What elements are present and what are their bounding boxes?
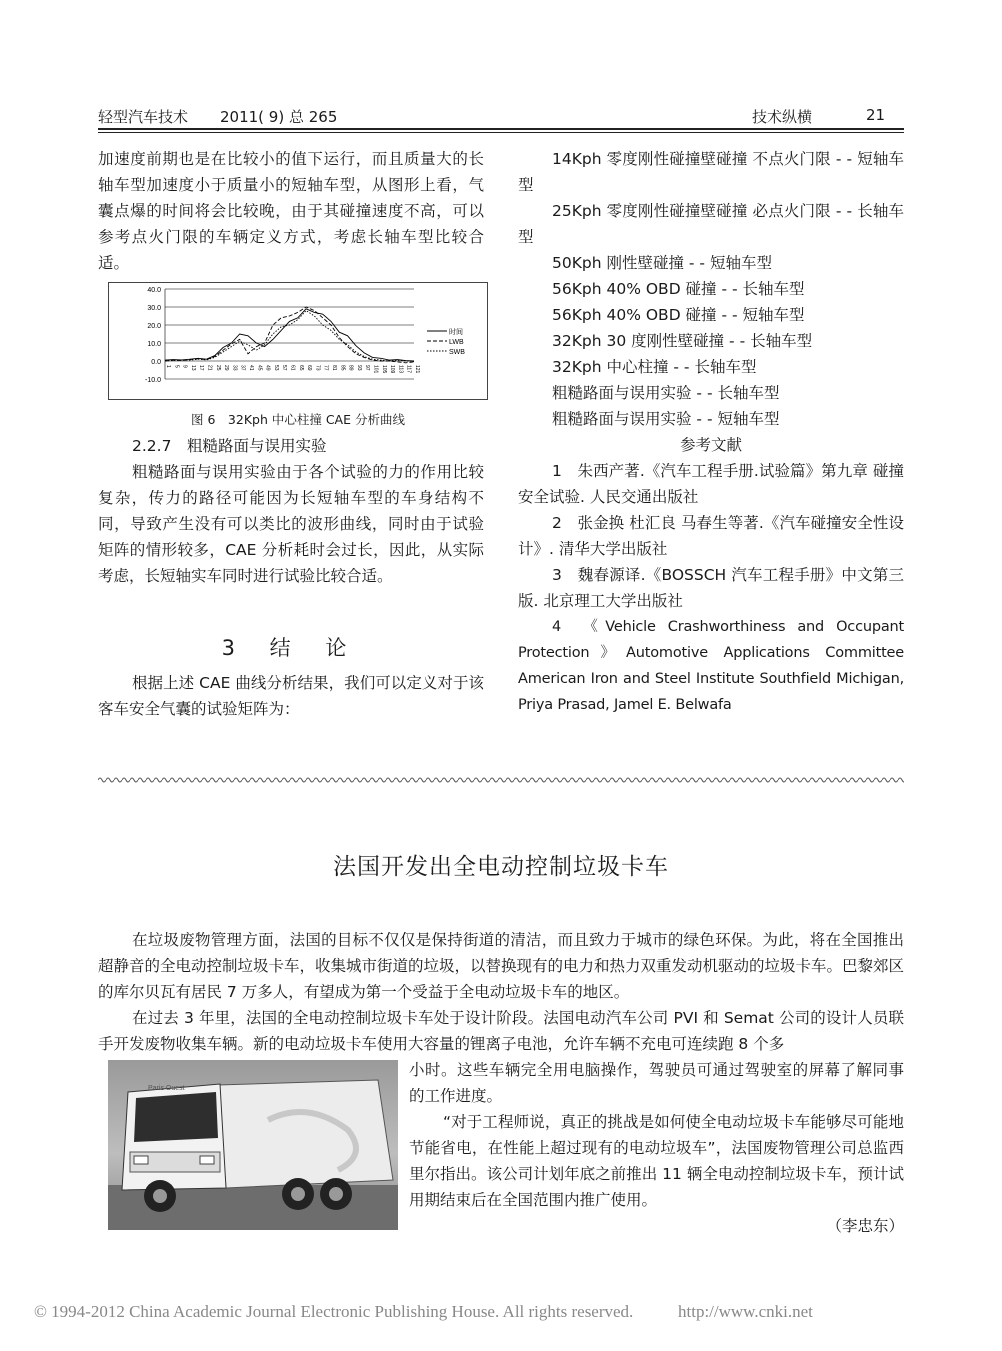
figure-6-chart xyxy=(108,282,488,400)
matrix-item: 32Kph 中心柱撞 - - 长轴车型 xyxy=(552,358,757,376)
y-tick-label: 0.0 xyxy=(151,359,161,366)
x-tick-label: 25 xyxy=(214,365,221,371)
y-tick-label: 10.0 xyxy=(147,341,161,348)
x-tick-label: 113 xyxy=(397,365,404,373)
garbage-truck-image xyxy=(108,1060,398,1230)
left-para-1: 加速度前期也是在比较小的值下运行，而且质量大的长轴车型加速度小于质量小的短轴车型，从图形上看，气囊点爆的时间将会比较晚，由于其碰撞速度不高，可以参考点火门限的车辆定义方式，考虑长轴车型比较合适。 xyxy=(98,150,484,272)
x-tick-label: 93 xyxy=(355,365,362,371)
article-author: （李忠东） xyxy=(826,1217,904,1235)
matrix-item: 50Kph 刚性壁碰撞 - - 短轴车型 xyxy=(552,254,772,272)
section-title: 3 结 论 xyxy=(221,636,361,660)
footer-url[interactable]: http://www.cnki.net xyxy=(678,1302,813,1321)
y-tick-label: 40.0 xyxy=(147,287,161,294)
x-tick-label: 1 xyxy=(165,365,171,368)
x-tick-label: 45 xyxy=(256,365,263,371)
x-tick-label: 17 xyxy=(198,365,205,371)
series-line-时间 xyxy=(165,309,414,361)
matrix-item: 56Kph 40% OBD 碰撞 - - 短轴车型 xyxy=(552,306,805,324)
subsection-heading: 2.2.7 粗糙路面与误用实验 xyxy=(132,437,327,455)
article-title: 法国开发出全电动控制垃圾卡车 xyxy=(333,854,669,880)
matrix-item: 56Kph 40% OBD 碰撞 - - 长轴车型 xyxy=(552,280,805,298)
x-tick-label: 77 xyxy=(322,365,329,371)
legend-label: SWB xyxy=(449,349,465,356)
reference-item: 2 张金换 杜汇良 马春生等著.《汽车碰撞安全性设计》. 清华大学出版社 xyxy=(518,514,904,558)
legend-label: LWB xyxy=(449,339,464,346)
x-tick-label: 37 xyxy=(239,365,246,371)
truck-photo xyxy=(108,1060,398,1230)
x-tick-label: 89 xyxy=(347,365,354,371)
legend-label: 时间 xyxy=(449,329,463,336)
references-title: 参考文献 xyxy=(679,436,742,454)
x-tick-label: 33 xyxy=(231,365,238,371)
journal-issue: 2011( 9) 总 265 xyxy=(220,108,338,126)
article-para-2-cont: 小时。这些车辆完全用电脑操作，驾驶员可通过驾驶室的屏幕了解同事的工作进度。 “对于工程师说，真正的挑战是如何使全电动垃圾卡车能够尽可能地节能省电，在性能上超过现有的电动垃圾车”，法国废物管理公司总监西里尔指出。该公司计划年底之前推出 11 辆全电动控制垃圾卡车，预计试用期结束后在全国范围内推广使用。 （李忠东） xyxy=(409,1057,904,1239)
x-tick-label: 81 xyxy=(331,365,337,371)
matrix-item: 25Kph 零度刚性碰撞壁碰撞 必点火门限 - - 长轴车型 xyxy=(518,202,904,246)
x-tick-label: 9 xyxy=(181,365,188,368)
x-tick-label: 69 xyxy=(306,365,313,371)
ornamental-divider xyxy=(98,776,904,784)
page-number: 21 xyxy=(866,106,886,124)
x-tick-label: 85 xyxy=(339,365,346,371)
x-tick-label: 13 xyxy=(189,365,196,371)
reference-item: 3 魏春源译.《BOSSCH 汽车工程手册》中文第三版. 北京理工大学出版社 xyxy=(518,566,904,610)
matrix-item: 32Kph 30 度刚性壁碰撞 - - 长轴车型 xyxy=(552,332,813,350)
x-tick-label: 41 xyxy=(248,365,254,371)
left-para-2: 粗糙路面与误用实验由于各个试验的力的作用比较复杂，传力的路径可能因为长短轴车型的车身结构不同，导致产生没有可以类比的波形曲线，同时由于试验矩阵的情形较多，CAE 分析耗时会过长，因此，从实际考虑，长短轴实车同时进行试验比较合适。 xyxy=(98,463,484,585)
y-tick-label: 30.0 xyxy=(147,305,161,312)
x-tick-label: 121 xyxy=(414,365,420,374)
reference-item: 4 《Vehicle Crashworthiness and Occupant Protection》Automotive Applications Committee American Iron and Steel Institute Southfield Michigan, Priya Prasad, Jamel E. Belwafa xyxy=(518,619,904,713)
article-para-2: 在过去 3 年里，法国的全电动控制垃圾卡车处于设计阶段。法国电动汽车公司 PVI 和 Semat 公司的设计人员联手开发废物收集车辆。新的电动垃圾卡车使用大容量的锂离子电池，允许车辆不充电可连续跑 8 个多 xyxy=(98,1009,904,1053)
matrix-item: 14Kph 零度刚性碰撞壁碰撞 不点火门限 - - 短轴车型 xyxy=(518,150,904,194)
copyright-notice: © 1994-2012 China Academic Journal Electronic Publishing House. All rights reserved. xyxy=(34,1302,634,1321)
reference-item: 1 朱西产著.《汽车工程手册.试验篇》第九章 碰撞安全试验. 人民交通出版社 xyxy=(518,462,904,506)
x-tick-label: 5 xyxy=(173,365,180,368)
series-line-LWB xyxy=(165,307,414,363)
x-tick-label: 117 xyxy=(405,365,412,373)
y-tick-label: 20.0 xyxy=(147,323,161,330)
x-tick-label: 73 xyxy=(314,365,321,371)
truck-logo-text: Paris Ouest xyxy=(148,1085,185,1092)
left-para-3: 根据上述 CAE 曲线分析结果，我们可以定义对于该客车安全气囊的试验矩阵为： xyxy=(98,674,484,718)
matrix-item: 粗糙路面与误用实验 - - 长轴车型 xyxy=(552,384,780,402)
line-chart xyxy=(109,283,487,399)
x-tick-label: 53 xyxy=(272,365,279,371)
header-rule xyxy=(98,128,904,130)
x-tick-label: 29 xyxy=(223,365,230,371)
x-tick-label: 109 xyxy=(389,365,396,374)
test-matrix xyxy=(518,146,904,718)
x-tick-label: 101 xyxy=(372,365,379,374)
x-tick-label: 65 xyxy=(297,365,304,371)
x-tick-label: 97 xyxy=(364,365,371,371)
series-line-SWB xyxy=(165,311,414,362)
article-para-3: “对于工程师说，真正的挑战是如何使全电动垃圾卡车能够尽可能地节能省电，在性能上超过现有的电动垃圾车”，法国废物管理公司总监西里尔指出。该公司计划年底之前推出 11 辆全电动控制垃圾卡车，预计试用期结束后在全国范围内推广使用。 xyxy=(409,1113,904,1209)
matrix-item: 粗糙路面与误用实验 - - 短轴车型 xyxy=(552,410,780,428)
section-name: 技术纵横 xyxy=(752,108,813,126)
x-tick-label: 105 xyxy=(380,365,387,374)
header-rule-thin xyxy=(98,132,904,133)
x-tick-label: 57 xyxy=(281,365,288,371)
y-tick-label: -10.0 xyxy=(145,377,161,384)
journal-name: 轻型汽车技术 xyxy=(98,108,189,126)
x-tick-label: 61 xyxy=(289,365,296,371)
x-tick-label: 49 xyxy=(264,365,271,371)
article-para-1: 在垃圾废物管理方面，法国的目标不仅仅是保持街道的清洁，而且致力于城市的绿色环保。为此，将在全国推出超静音的全电动控制垃圾卡车，收集城市街道的垃圾，以替换现有的电力和热力双重发动机驱动的垃圾卡车。巴黎郊区的库尔贝瓦有居民 7 万多人，有望成为第一个受益于全电动垃圾卡车的地区。 xyxy=(98,931,905,1001)
figure-caption: 图 6 32Kph 中心柱撞 CAE 分析曲线 xyxy=(191,412,405,427)
x-tick-label: 21 xyxy=(206,365,213,371)
